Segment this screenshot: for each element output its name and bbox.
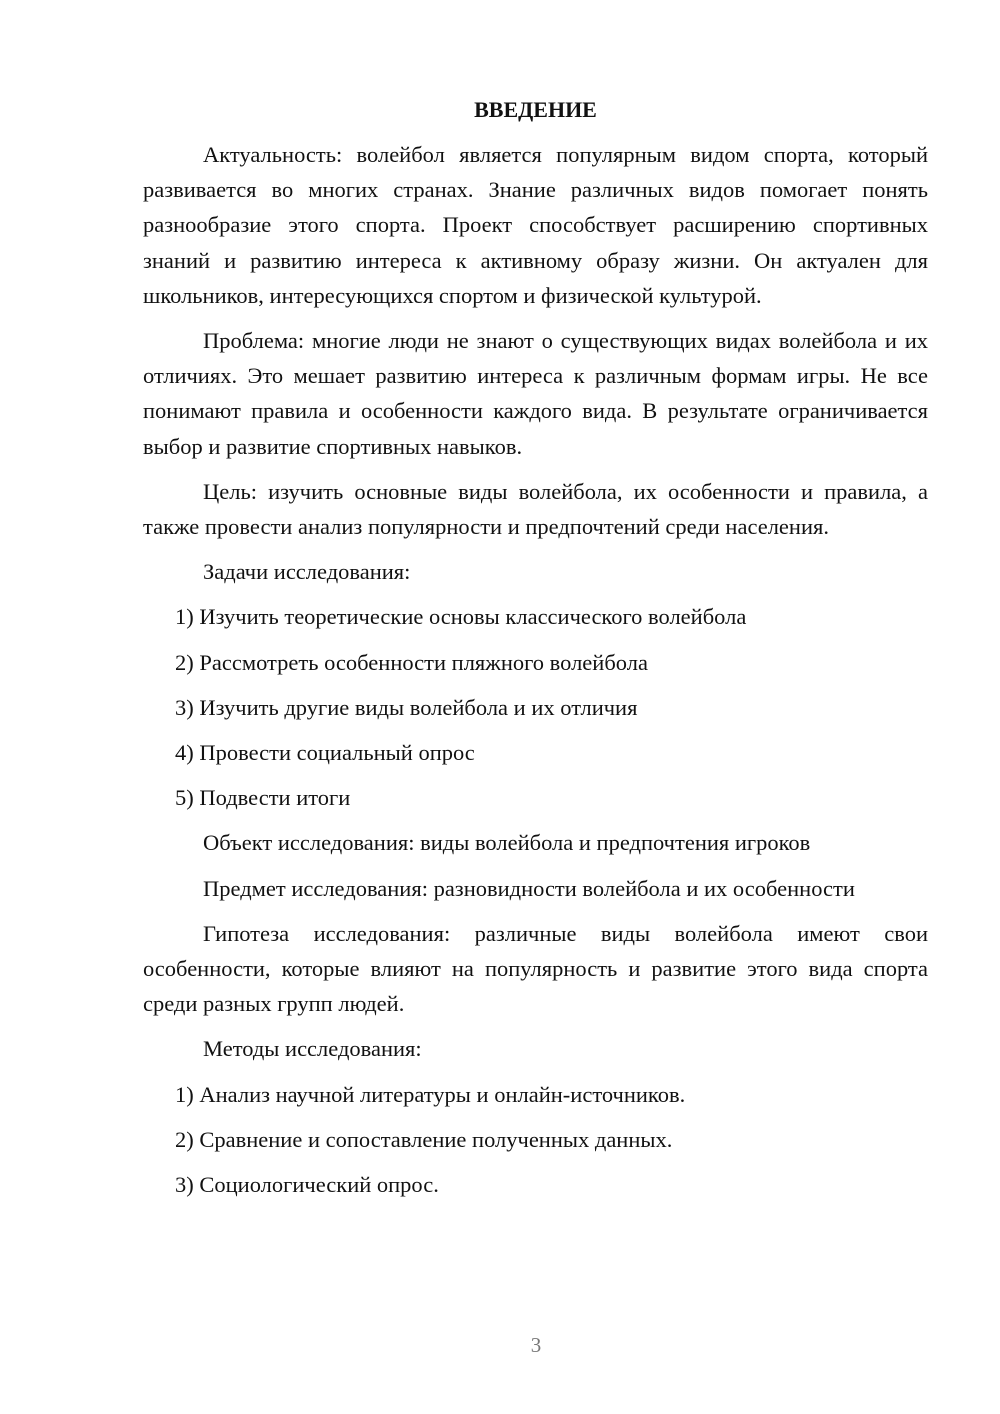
task-item: 3) Изучить другие виды волейбола и их отличия — [175, 694, 638, 720]
subject-paragraph: Предмет исследования: разновидности волейбола и их особенности — [203, 875, 855, 901]
methods-heading: Методы исследования: — [203, 1036, 422, 1062]
task-item: 1) Изучить теоретические основы классического волейбола — [175, 604, 747, 630]
task-item: 4) Провести социальный опрос — [175, 740, 475, 766]
method-item: 1) Анализ научной литературы и онлайн-источников. — [175, 1081, 686, 1107]
hypothesis-paragraph: Гипотеза исследования: различные виды волейбола имеют свои особенности, которые влияют на популярность и развитие этого вида спорта среди разных групп людей. — [143, 920, 928, 1017]
page-number: 3 — [530, 1333, 542, 1357]
method-item: 3) Социологический опрос. — [175, 1172, 439, 1198]
section-title: ВВЕДЕНИЕ — [474, 97, 597, 122]
task-item: 5) Подвести итоги — [175, 785, 351, 811]
tasks-heading: Задачи исследования: — [203, 559, 411, 585]
method-item: 2) Сравнение и сопоставление полученных данных. — [175, 1126, 673, 1152]
object-paragraph: Объект исследования: виды волейбола и предпочтения игроков — [203, 830, 811, 856]
goal-paragraph: Цель: изучить основные виды волейбола, их особенности и правила, а также провести анализ популярности и предпочтений среди населения. — [143, 478, 928, 540]
problem-paragraph: Проблема: многие люди не знают о существующих видах волейбола и их отличиях. Это мешает развитию интереса к различным формам игры. Не все понимают правила и особенности каждого вида. В результате ограничивается выбор и развитие спортивных навыков. — [143, 328, 928, 459]
task-item: 2) Рассмотреть особенности пляжного волейбола — [175, 649, 648, 675]
page-body — [143, 92, 928, 1212]
relevance-paragraph: Актуальность: волейбол является популярным видом спорта, который развивается во многих странах. Знание различных видов помогает понять разнообразие этого спорта. Проект способствует расширению спортивных знаний и развитию интереса к активному образу жизни. Он актуален для школьников, интересующихся спортом и физической культурой. — [143, 142, 928, 308]
